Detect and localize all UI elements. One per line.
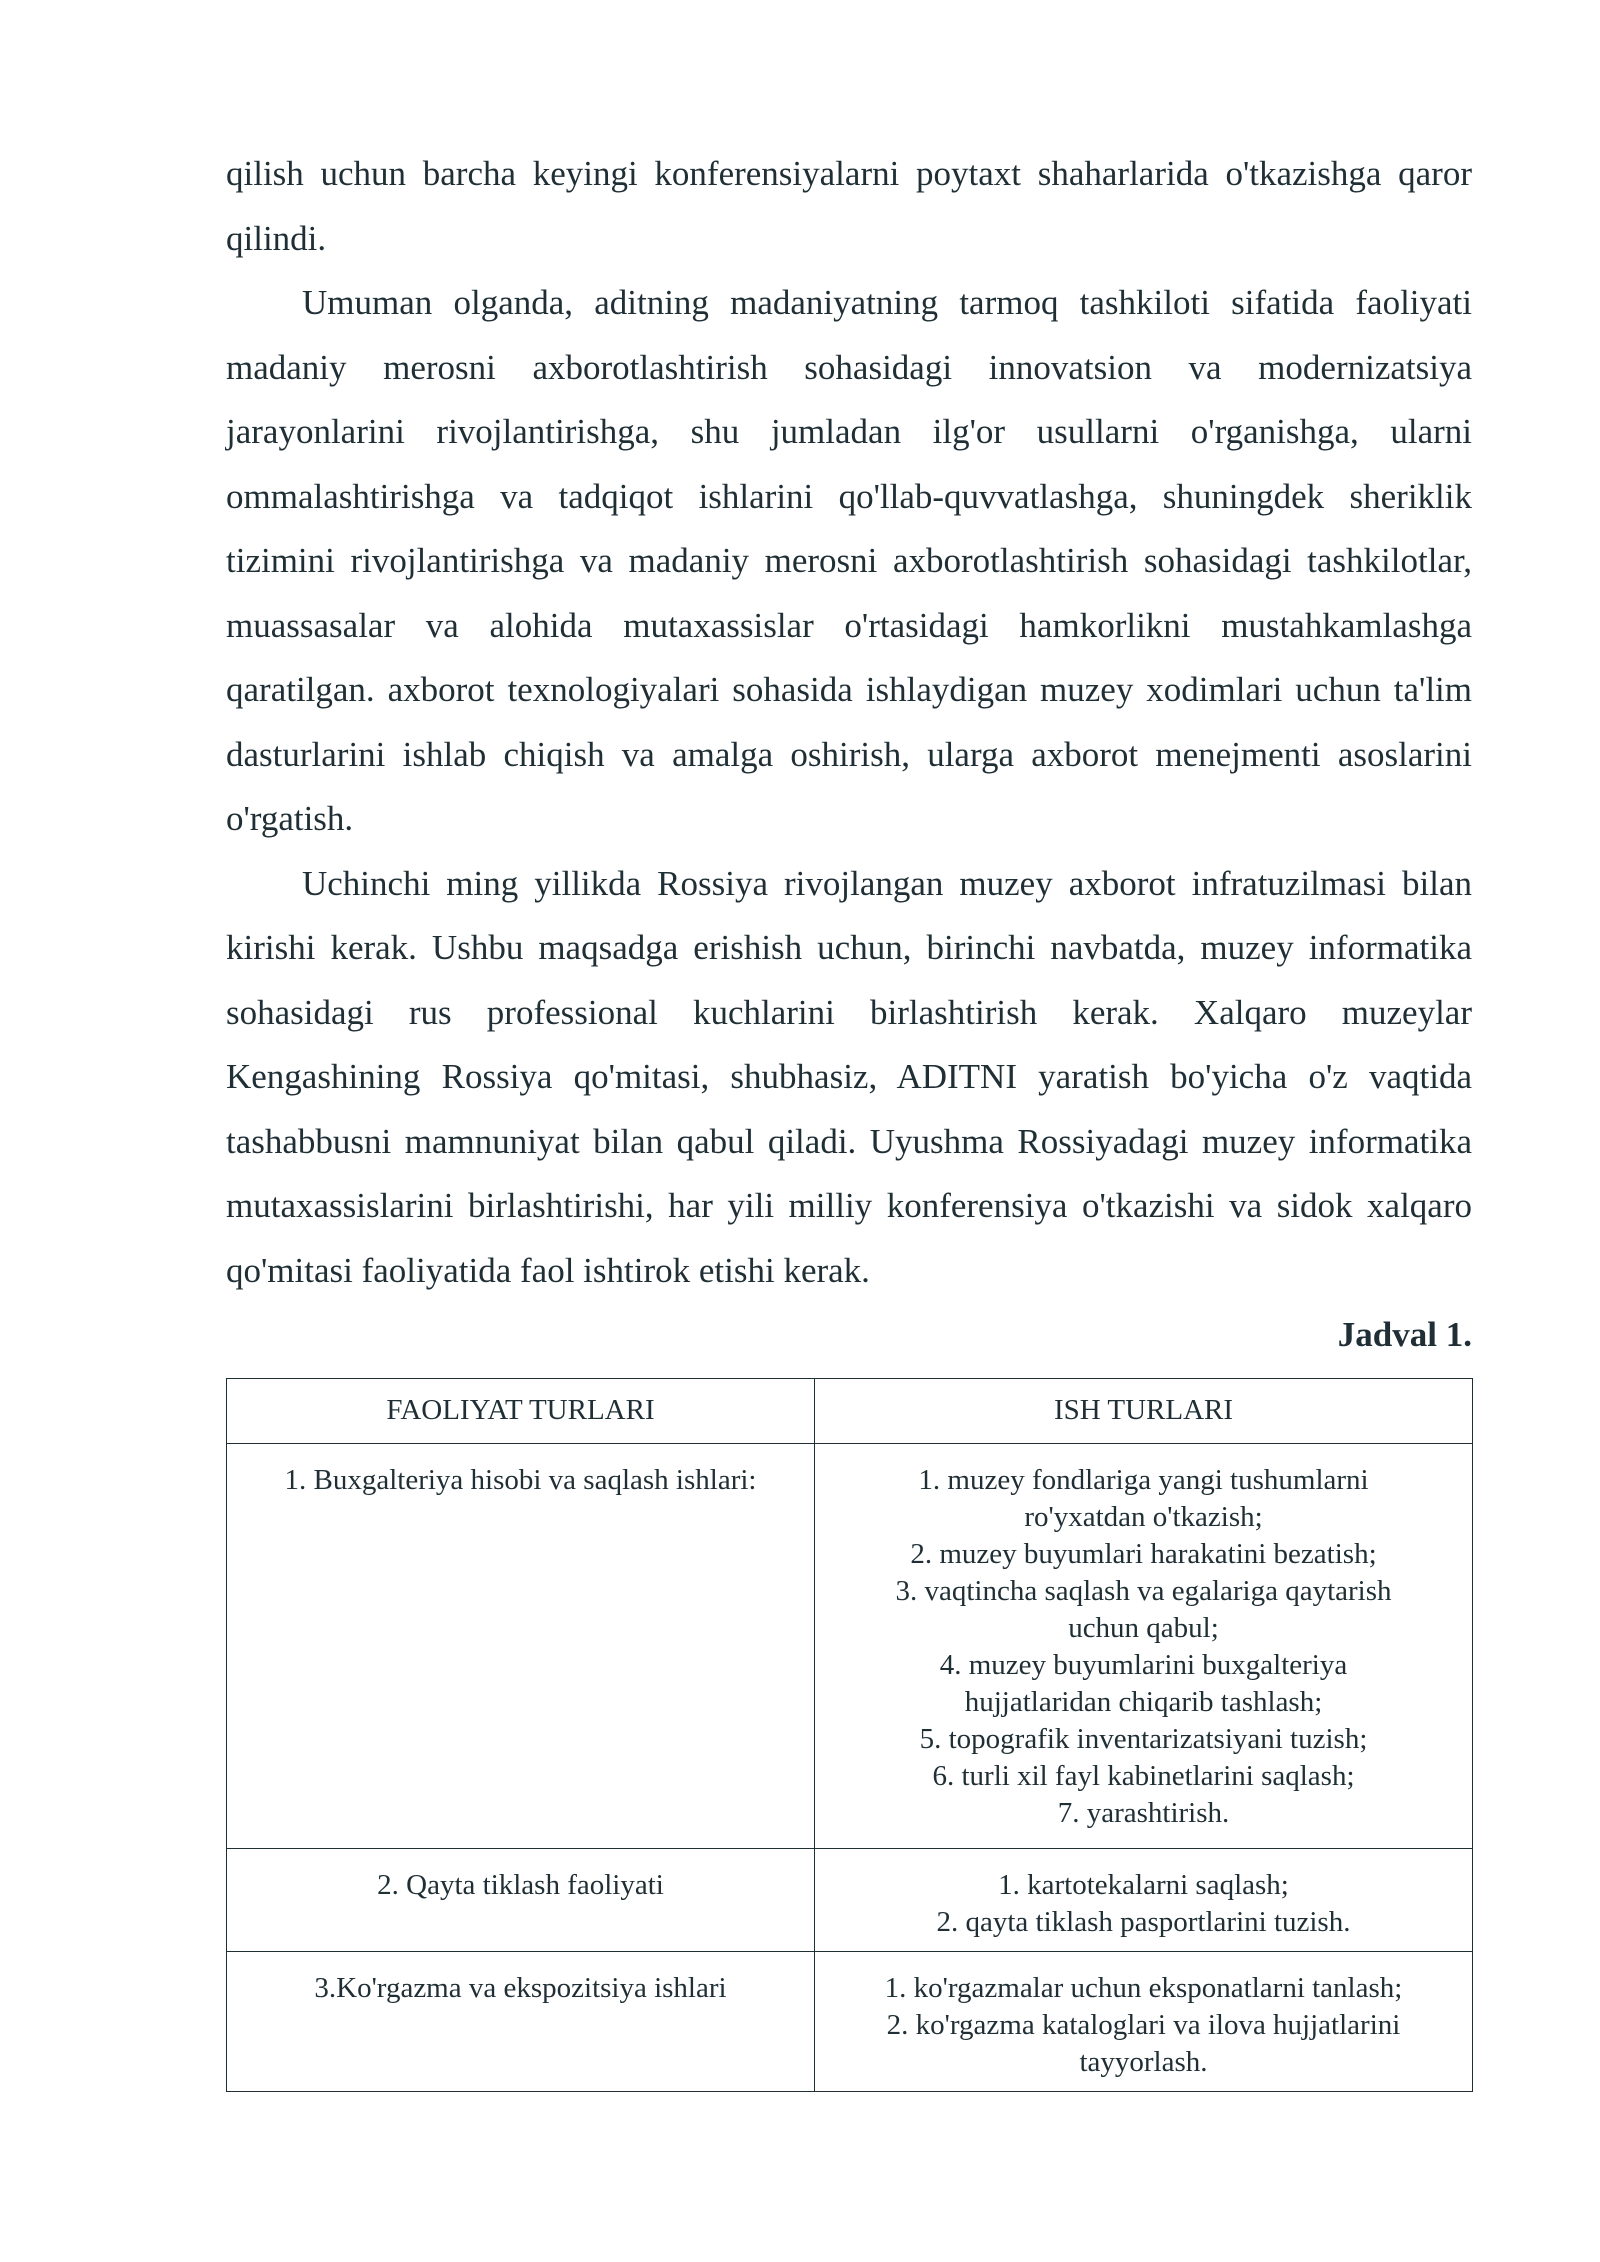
work-item: 5. topografik inventarizatsiyani tuzish; bbox=[919, 1722, 1368, 1755]
work-item: hujjatlaridan chiqarib tashlash; bbox=[964, 1685, 1323, 1718]
paragraph-adit-activity: Umuman olganda, aditning madaniyatning tarmoq tashkiloti sifatida faoliyati madaniy merosni axborotlashtirish sohasidagi innovatsion va modernizatsiya jarayonlarini rivojlantirishga, shu jumladan ilg'or usullarni o'rganishga, ularni ommalashtirishga va tadqiqot ishlarini qo'llab-quvvatlashga, shuningdek sheriklik tizimini rivojlantirishga va madaniy merosni axborotlashtirish sohasidagi tashkilotlar, muassasalar va alohida mutaxassislar o'rtasidagi hamkorlikni mustahkamlashga qaratilgan. axborot texnologiyalari sohasida ishlaydigan muzey xodimlari uchun ta'lim dasturlarini ishlab chiqish va amalga oshirish, ularga axborot menejmenti asoslarini o'rgatish. bbox=[226, 283, 1472, 838]
work-item: 1. ko'rgazmalar uchun eksponatlarni tanlash; bbox=[884, 1971, 1403, 2004]
work-item: uchun qabul; bbox=[1068, 1611, 1219, 1644]
table-row bbox=[227, 1443, 1473, 1848]
work-item: 1. muzey fondlariga yangi tushumlarni bbox=[918, 1463, 1369, 1496]
work-item: 6. turli xil fayl kabinetlarini saqlash; bbox=[932, 1759, 1355, 1792]
work-item: 4. muzey buyumlarini buxgalteriya bbox=[939, 1648, 1348, 1681]
work-item: 3. vaqtincha saqlash va egalariga qaytarish bbox=[895, 1574, 1392, 1607]
work-item: 1. kartotekalarni saqlash; bbox=[998, 1868, 1289, 1901]
document-page bbox=[226, 142, 1472, 2092]
works-cell bbox=[815, 1443, 1473, 1848]
activity-cell: 1. Buxgalteriya hisobi va saqlash ishlari: bbox=[227, 1443, 815, 1848]
work-item: 2. ko'rgazma kataloglari va ilova hujjatlarini bbox=[886, 2008, 1401, 2041]
table-header-row bbox=[227, 1378, 1473, 1443]
paragraph-russia-museums: Uchinchi ming yillikda Rossiya rivojlangan muzey axborot infratuzilmasi bilan kirishi kerak. Ushbu maqsadga erishish uchun, birinchi navbatda, muzey informatika sohasidagi rus professional kuchlarini birlashtirish kerak. Xalqaro muzeylar Kengashining Rossiya qo'mitasi, shubhasiz, ADITNI yaratish bo'yicha o'z vaqtida tashabbusni mamnuniyat bilan qabul qiladi. Uyushma Rossiyadagi muzey informatika mutaxassislarini birlashtirishi, har yili milliy konferensiya o'tkazishi va sidok xalqaro qo'mitasi faoliyatida faol ishtirok etishi kerak. bbox=[226, 863, 1472, 1290]
table-row bbox=[227, 1848, 1473, 1951]
table-row bbox=[227, 1951, 1473, 2091]
work-item: ro'yxatdan o'tkazish; bbox=[1024, 1500, 1263, 1533]
table-caption: Jadval 1. bbox=[1337, 1315, 1472, 1354]
work-item: 2. muzey buyumlari harakatini bezatish; bbox=[910, 1537, 1377, 1570]
works-cell bbox=[815, 1848, 1473, 1951]
activity-cell: 3.Ko'rgazma va ekspozitsiya ishlari bbox=[227, 1951, 815, 2091]
work-item: 7. yarashtirish. bbox=[1057, 1796, 1230, 1829]
header-work-types: ISH TURLARI bbox=[815, 1378, 1473, 1443]
works-cell bbox=[815, 1951, 1473, 2091]
work-item: tayyorlash. bbox=[1079, 2045, 1208, 2078]
activities-table bbox=[226, 1378, 1473, 2092]
activity-cell: 2. Qayta tiklash faoliyati bbox=[227, 1848, 815, 1951]
paragraph-continuation: qilish uchun barcha keyingi konferensiyalarni poytaxt shaharlarida o'tkazishga qaror qilindi. bbox=[226, 154, 1472, 258]
header-activity-types: FAOLIYAT TURLARI bbox=[227, 1378, 815, 1443]
work-item: 2. qayta tiklash pasportlarini tuzish. bbox=[936, 1905, 1351, 1938]
